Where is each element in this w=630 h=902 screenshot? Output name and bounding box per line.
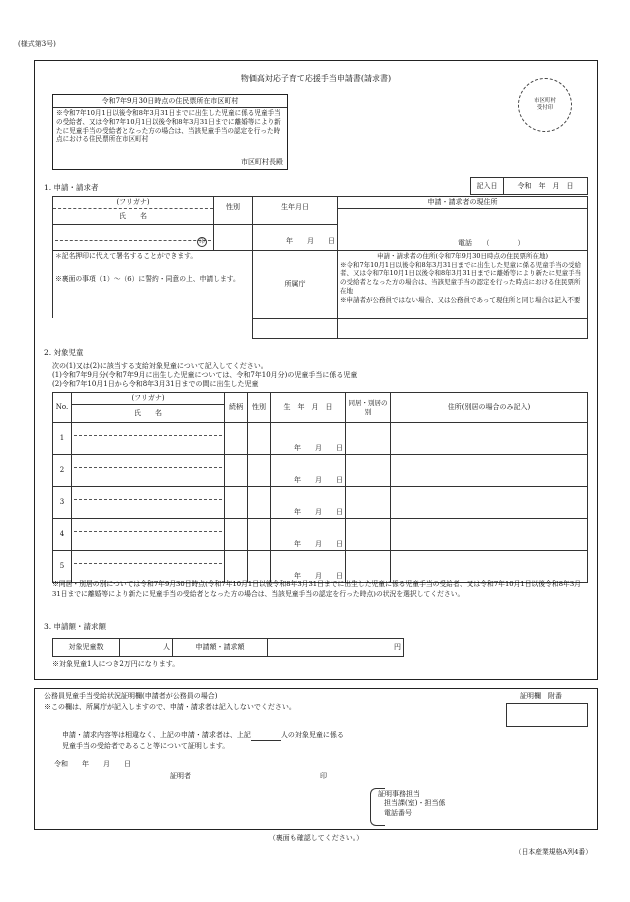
form-title: 物価高対応子育て応援手当申請書(請求書) [240,74,392,83]
child-gender-field[interactable] [248,487,271,519]
cert-office-phone: 電話番号 [384,808,412,817]
child-address-field[interactable] [391,455,588,487]
cert-date[interactable]: 令和 年 月 日 [54,760,131,768]
entry-date-table [470,177,588,195]
col-no: No. [53,393,72,423]
col-cohab: 同居・別居の別 [346,393,391,423]
child-gender-field[interactable] [248,455,271,487]
footer-back-note: （裏面も確認してください。） [268,834,364,842]
children-footnote: ※同居・別居の別については令和7年9月30日時点(令和7年10月1日以後令和8年3月31日までに出生した児童に係る児童手当の受給者、又は令和7年10月1日以後令和8年3月31日までに離婚等により新たに児童手当の受給者となった方の場合は、当該児童手当の認定を行った時点)の状況を選択してください。 [52,580,581,598]
entry-date-label: 記入日 [471,178,504,195]
sign-note: ＊記名押印に代えて署名することができます。 [55,251,198,260]
cert-statement-1b: 人の対象児童に係る [280,731,344,739]
child-row-no: 1 [53,423,72,455]
child-row-no: 3 [53,487,72,519]
applicant-gender-field[interactable] [214,224,253,250]
child-row-no: 5 [53,551,72,583]
child-birth-field[interactable]: 年 月 日 [271,487,346,519]
child-count-field[interactable]: 人 [120,639,173,657]
child-cohab-field[interactable] [346,487,391,519]
cert-office-block [378,790,445,818]
cert-office-section: 担当課(室)・担当係 [384,799,446,808]
municipality-heading: 令和7年9月30日時点の住民票所在市区町村 [53,95,287,108]
col-name: 氏 名 [72,405,225,423]
reception-stamp [518,78,572,132]
child-name-field[interactable] [72,455,225,487]
applicant-furigana-label: (フリガナ) [53,197,214,209]
child-row [53,519,588,551]
resident-address-block [338,250,588,318]
certifier-seal: 印 [320,772,327,780]
resident-address-field[interactable] [338,318,588,338]
col-furigana: (フリガナ) [72,393,225,405]
applicant-birth-label: 生年月日 [253,197,338,225]
child-birth-field[interactable]: 年 月 日 [271,423,346,455]
col-gender: 性別 [248,393,271,423]
cert-statement-1: 申請・請求内容等は相違なく、上記の申請・請求者は、上記 [62,731,251,739]
child-row [53,487,588,519]
amount-field[interactable]: 円 [268,639,404,657]
child-birth-field[interactable]: 年 月 日 [271,551,346,583]
applicant-name-label: 氏 名 [53,208,214,224]
cert-number-label: 証明欄 附番 [520,692,562,700]
entry-date-value[interactable]: 令和 年 月 日 [504,178,588,195]
child-name-field[interactable] [72,551,225,583]
child-row [53,551,588,583]
stamp-label-1: 市区町村 [533,98,556,105]
child-address-field[interactable] [391,487,588,519]
child-cohab-field[interactable] [346,519,391,551]
municipality-box [52,94,288,170]
applicant-notes [53,250,253,318]
stamp-label-2: 受付印 [536,105,554,111]
child-relation-field[interactable] [225,455,248,487]
children-table [52,392,588,583]
child-cohab-field[interactable] [346,551,391,583]
cert-statement-line1 [62,731,344,741]
section2-instructions [52,362,357,389]
section2-item1: (1)令和7年9月分(令和7年9月に出生した児童については、令和7年10月分)の児童手当に係る児童 [52,371,358,380]
applicant-gender-label: 性別 [214,197,253,225]
child-cohab-field[interactable] [346,455,391,487]
resident-note-1: ※令和7年10月1日以後令和8年3月31日までに出生した児童に係る児童手当の受給者、又は令和7年10月1日以後令和8年3月31日までに離婚等により新たに児童手当の受給者となった方の場合は、当該児童手当の認定を行った時点における住民票所在地 [340,260,582,295]
child-address-field[interactable] [391,423,588,455]
applicant-birth-field[interactable]: 年 月 日 [253,224,338,250]
child-row [53,455,588,487]
child-relation-field[interactable] [225,487,248,519]
child-gender-field[interactable] [248,551,271,583]
child-address-field[interactable] [391,519,588,551]
cert-note: ※この欄は、所属庁が記入しますので、申請・請求者は記入しないでください。 [44,703,296,711]
form-number: (様式第3号) [18,40,56,48]
cert-number-field[interactable] [506,703,588,727]
child-name-field[interactable] [72,519,225,551]
cert-count-field[interactable] [251,731,281,741]
child-cohab-field[interactable] [346,423,391,455]
applicant-address-head: 申請・請求者の現住所 [338,197,588,209]
amount-note: ※対象児童1人につき2万円になります。 [52,660,180,668]
section2-title: 2. 対象児童 [44,348,84,357]
col-address: 住所(別居の場合のみ記入) [391,393,588,423]
child-gender-field[interactable] [248,519,271,551]
mayor-address: 市区町村長殿 [241,158,283,167]
section1-title: 1. 申請・請求者 [44,183,99,192]
child-name-field[interactable] [72,423,225,455]
office-label: 所属庁 [253,250,338,318]
col-relation: 続柄 [225,393,248,423]
cert-statement-2: 児童手当の受給者であること等について証明します。 [62,742,230,750]
child-relation-field[interactable] [225,551,248,583]
child-row-no: 2 [53,455,72,487]
pledge-note: ※裏面の事項（1）～（6）に誓約・同意の上、申請します。 [55,275,240,284]
child-relation-field[interactable] [225,519,248,551]
cert-office-head: 証明事務担当 [378,790,420,798]
resident-address-head: 申請・請求者の住所(令和7年9月30日時点の住民票所在地) [376,251,549,260]
footer-standard: （日本産業規格A列4番） [514,848,592,856]
applicant-name-field[interactable] [53,224,214,250]
child-gender-field[interactable] [248,423,271,455]
cert-title: 公務員児童手当受給状況証明欄(申請者が公務員の場合) [44,692,218,700]
section3-title: 3. 申請額・請求額 [44,622,107,631]
amount-label: 申請額・請求額 [173,639,268,657]
section2-intro: 次の(1)又は(2)に該当する支給対象児童について記入してください。 [52,362,268,370]
child-relation-field[interactable] [225,423,248,455]
child-address-field[interactable] [391,551,588,583]
resident-note-2: ※申請者が公務員ではない場合、又は公務員であって現住所と同じ場合は記入不要 [340,295,581,304]
office-field[interactable] [253,318,338,338]
section2-item2: (2)令和7年10月1日から令和8年3月31日までの間に出生した児童 [52,380,259,389]
child-name-field[interactable] [72,487,225,519]
child-count-label: 対象児童数 [53,639,120,657]
child-birth-field[interactable]: 年 月 日 [271,455,346,487]
certifier-label: 証明者 [170,772,191,780]
amount-table [52,638,404,657]
child-row [53,423,588,455]
col-birth: 生 年 月 日 [271,393,346,423]
child-row-no: 4 [53,519,72,551]
applicant-table [52,196,588,339]
seal-mark: 印 [197,237,207,247]
child-birth-field[interactable]: 年 月 日 [271,519,346,551]
applicant-phone[interactable]: 電話 （ ） [338,208,588,250]
municipality-note: ※令和7年10月1日以後令和8年3月31日までに出生した児童に係る児童手当の受給者、又は令和7年10月1日以後令和8年3月31日までに離婚等により新たに児童手当の受給者となった方の場合は、当該児童手当の認定を行った時点における住民票所在市区町村 [56,108,281,144]
